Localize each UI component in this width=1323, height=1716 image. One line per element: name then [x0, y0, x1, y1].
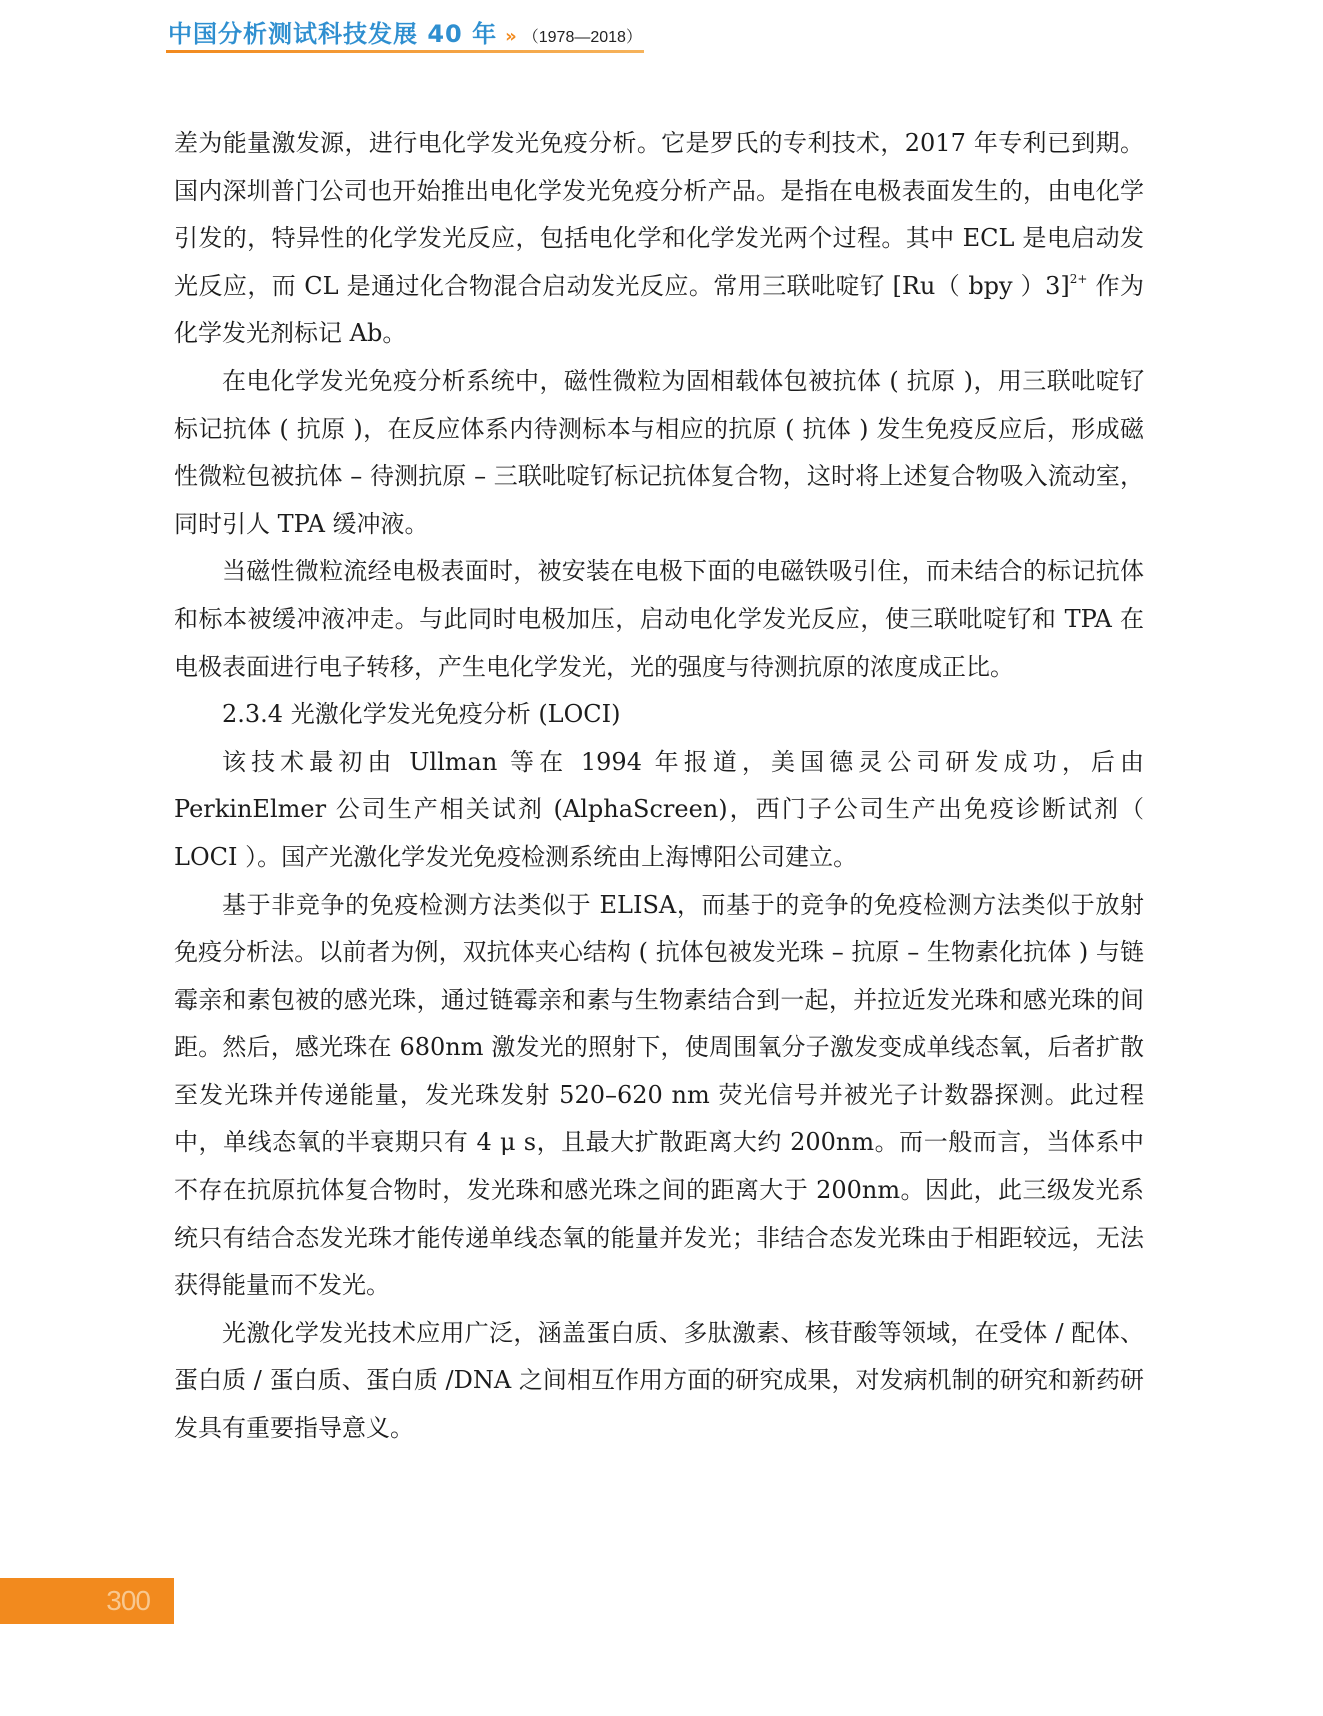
running-header: [168, 14, 642, 48]
page-number: 300: [0, 1578, 174, 1624]
double-chevron-icon: »: [505, 26, 517, 47]
paragraph-2: 在电化学发光免疫分析系统中，磁性微粒为固相载体包被抗体 ( 抗原 )，用三联吡啶钌标记抗体 ( 抗原 )，在反应体系内待测标本与相应的抗原 ( 抗体 ) 发生免疫反应后，形成磁性微粒包被抗体 – 待测抗原 – 三联吡啶钌标记抗体复合物，这时将上述复合物吸入流动室，同时引人 TPA 缓冲液。: [174, 366, 1144, 538]
paragraph-1-tail: 作为化学发光剂标记 Ab。: [174, 271, 1144, 348]
paragraph-3: 当磁性微粒流经电极表面时，被安装在电极下面的电磁铁吸引住，而未结合的标记抗体和标本被缓冲液冲走。与此同时电极加压，启动电化学发光反应，使三联吡啶钌和 TPA 在电极表面进行电子转移，产生电化学发光，光的强度与待测抗原的浓度成正比。: [174, 557, 1144, 681]
book-years: （1978—2018）: [522, 29, 642, 46]
charge-superscript: 2+: [1069, 271, 1088, 286]
book-title: 中国分析测试科技发展 40 年: [168, 20, 498, 48]
section-heading: 2.3.4 光激化学发光免疫分析 (LOCI): [222, 700, 621, 729]
paragraph-6: 光激化学发光技术应用广泛，涵盖蛋白质、多肽激素、核苷酸等领域，在受体 / 配体、蛋白质 / 蛋白质、蛋白质 /DNA 之间相互作用方面的研究成果，对发病机制的研究和新药研发具有重要指导意义。: [174, 1318, 1144, 1443]
page-body: [174, 120, 1144, 1453]
paragraph-1-text: 差为能量激发源，进行电化学发光免疫分析。它是罗氏的专利技术，2017 年专利已到期。国内深圳普门公司也开始推出电化学发光免疫分析产品。是指在电极表面发生的，由电化学引发的，特异性的化学发光反应，包括电化学和化学发光两个过程。其中 ECL 是电启动发光反应，而 CL 是通过化合物混合启动发光反应。常用三联吡啶钌 [Ru（ bpy ）3]: [174, 129, 1144, 300]
paragraph-1: [174, 120, 1144, 358]
header-rule: [166, 50, 644, 53]
paragraph-5: 基于非竞争的免疫检测方法类似于 ELISA，而基于的竞争的免疫检测方法类似于放射免疫分析法。以前者为例，双抗体夹心结构 ( 抗体包被发光珠 – 抗原 – 生物素化抗体 ) 与链霉亲和素包被的感光珠，通过链霉亲和素与生物素结合到一起，并拉近发光珠和感光珠的间距。然后，感光珠在 680nm 激发光的照射下，使周围氧分子激发变成单线态氧，后者扩散至发光珠并传递能量，发光珠发射 520–620 nm 荧光信号并被光子计数器探测。此过程中，单线态氧的半衰期只有 4 μ s，且最大扩散距离大约 200nm。而一般而言，当体系中不存在抗原抗体复合物时，发光珠和感光珠之间的距离大于 200nm。因此，此三级发光系统只有结合态发光珠才能传递单线态氧的能量并发光；非结合态发光珠由于相距较远，无法获得能量而不发光。: [174, 890, 1144, 1300]
paragraph-4: 该技术最初由 Ullman 等在 1994 年报道，美国德灵公司研发成功，后由 PerkinElmer 公司生产相关试剂 (AlphaScreen)，西门子公司生产出免疫诊断试剂（ LOCI ）。国产光激化学发光免疫检测系统由上海博阳公司建立。: [174, 747, 1144, 871]
